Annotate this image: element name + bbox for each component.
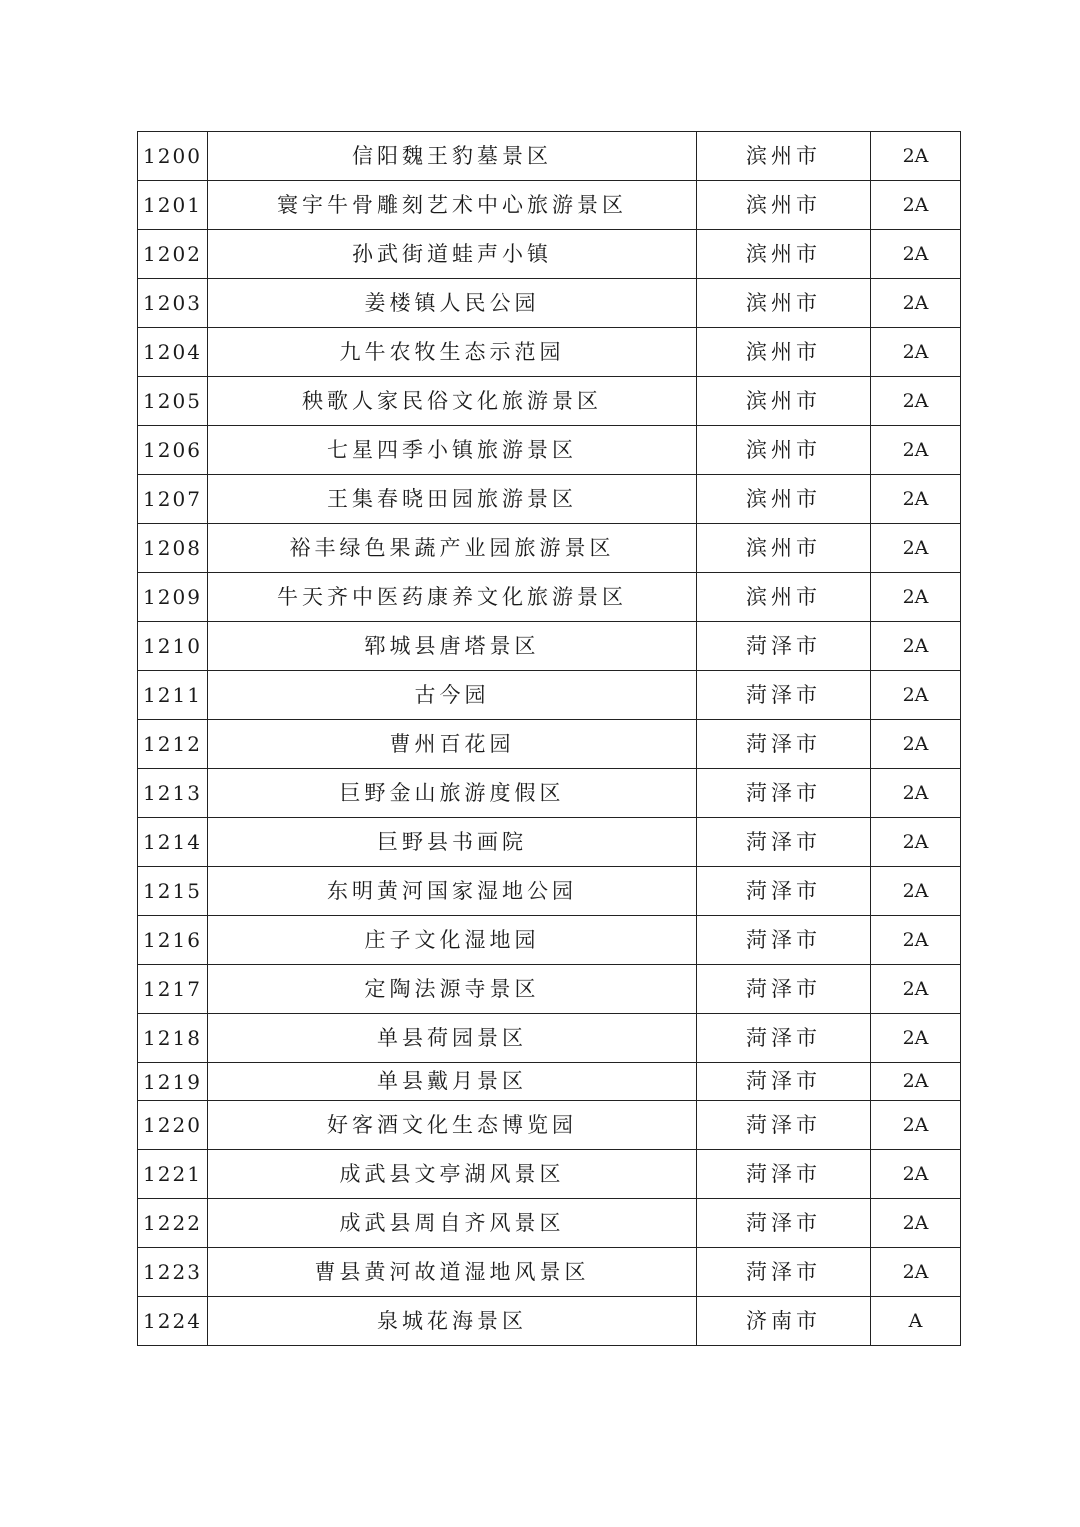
city-name: 菏泽市 xyxy=(697,965,871,1014)
grade-level: 2A xyxy=(871,671,961,720)
scenic-area-name: 成武县文亭湖风景区 xyxy=(208,1150,697,1199)
city-name: 滨州市 xyxy=(697,377,871,426)
city-name: 滨州市 xyxy=(697,475,871,524)
scenic-area-name: 单县戴月景区 xyxy=(208,1063,697,1101)
scenic-area-name: 王集春晓田园旅游景区 xyxy=(208,475,697,524)
grade-level: 2A xyxy=(871,328,961,377)
row-number: 1200 xyxy=(138,132,208,181)
row-number: 1216 xyxy=(138,916,208,965)
city-name: 菏泽市 xyxy=(697,1150,871,1199)
city-name: 滨州市 xyxy=(697,524,871,573)
row-number: 1209 xyxy=(138,573,208,622)
city-name: 滨州市 xyxy=(697,426,871,475)
city-name: 菏泽市 xyxy=(697,818,871,867)
row-number: 1222 xyxy=(138,1199,208,1248)
row-number: 1217 xyxy=(138,965,208,1014)
scenic-area-name: 牛天齐中医药康养文化旅游景区 xyxy=(208,573,697,622)
table-row xyxy=(138,818,961,867)
grade-level: 2A xyxy=(871,867,961,916)
table-row xyxy=(138,622,961,671)
row-number: 1214 xyxy=(138,818,208,867)
table-row xyxy=(138,916,961,965)
scenic-area-name: 古今园 xyxy=(208,671,697,720)
grade-level: 2A xyxy=(871,475,961,524)
city-name: 菏泽市 xyxy=(697,1101,871,1150)
scenic-area-name: 信阳魏王豹墓景区 xyxy=(208,132,697,181)
scenic-area-name: 定陶法源寺景区 xyxy=(208,965,697,1014)
scenic-area-name: 七星四季小镇旅游景区 xyxy=(208,426,697,475)
scenic-area-name: 秧歌人家民俗文化旅游景区 xyxy=(208,377,697,426)
grade-level: 2A xyxy=(871,1101,961,1150)
grade-level: 2A xyxy=(871,769,961,818)
city-name: 滨州市 xyxy=(697,328,871,377)
row-number: 1224 xyxy=(138,1297,208,1346)
row-number: 1212 xyxy=(138,720,208,769)
table-row xyxy=(138,279,961,328)
table-row xyxy=(138,1150,961,1199)
grade-level: 2A xyxy=(871,818,961,867)
city-name: 滨州市 xyxy=(697,279,871,328)
table-row xyxy=(138,328,961,377)
scenic-area-name: 九牛农牧生态示范园 xyxy=(208,328,697,377)
city-name: 滨州市 xyxy=(697,181,871,230)
scenic-area-name: 姜楼镇人民公园 xyxy=(208,279,697,328)
grade-level: 2A xyxy=(871,622,961,671)
grade-level: 2A xyxy=(871,1248,961,1297)
city-name: 菏泽市 xyxy=(697,1063,871,1101)
row-number: 1211 xyxy=(138,671,208,720)
row-number: 1221 xyxy=(138,1150,208,1199)
city-name: 滨州市 xyxy=(697,573,871,622)
grade-level: 2A xyxy=(871,1063,961,1101)
scenic-area-name: 巨野县书画院 xyxy=(208,818,697,867)
table-row xyxy=(138,867,961,916)
city-name: 菏泽市 xyxy=(697,720,871,769)
row-number: 1219 xyxy=(138,1063,208,1101)
grade-level: 2A xyxy=(871,377,961,426)
city-name: 菏泽市 xyxy=(697,769,871,818)
grade-level: 2A xyxy=(871,965,961,1014)
grade-level: 2A xyxy=(871,1199,961,1248)
grade-level: 2A xyxy=(871,181,961,230)
grade-level: A xyxy=(871,1297,961,1346)
table-row xyxy=(138,769,961,818)
row-number: 1202 xyxy=(138,230,208,279)
scenic-area-name: 裕丰绿色果蔬产业园旅游景区 xyxy=(208,524,697,573)
grade-level: 2A xyxy=(871,426,961,475)
grade-level: 2A xyxy=(871,1150,961,1199)
table-row xyxy=(138,1014,961,1063)
row-number: 1203 xyxy=(138,279,208,328)
city-name: 菏泽市 xyxy=(697,1199,871,1248)
row-number: 1208 xyxy=(138,524,208,573)
grade-level: 2A xyxy=(871,279,961,328)
table-row xyxy=(138,671,961,720)
scenic-area-name: 好客酒文化生态博览园 xyxy=(208,1101,697,1150)
scenic-area-name: 曹县黄河故道湿地风景区 xyxy=(208,1248,697,1297)
row-number: 1223 xyxy=(138,1248,208,1297)
city-name: 菏泽市 xyxy=(697,671,871,720)
table-row xyxy=(138,475,961,524)
row-number: 1205 xyxy=(138,377,208,426)
table-row xyxy=(138,181,961,230)
row-number: 1210 xyxy=(138,622,208,671)
city-name: 滨州市 xyxy=(697,230,871,279)
grade-level: 2A xyxy=(871,524,961,573)
city-name: 济南市 xyxy=(697,1297,871,1346)
table-row xyxy=(138,573,961,622)
row-number: 1213 xyxy=(138,769,208,818)
grade-level: 2A xyxy=(871,573,961,622)
table-row xyxy=(138,1101,961,1150)
scenic-area-name: 成武县周自齐风景区 xyxy=(208,1199,697,1248)
scenic-area-name: 泉城花海景区 xyxy=(208,1297,697,1346)
table-row xyxy=(138,524,961,573)
scenic-area-name: 东明黄河国家湿地公园 xyxy=(208,867,697,916)
scenic-area-name: 曹州百花园 xyxy=(208,720,697,769)
city-name: 菏泽市 xyxy=(697,1248,871,1297)
table-row xyxy=(138,720,961,769)
scenic-area-name: 庄子文化湿地园 xyxy=(208,916,697,965)
row-number: 1220 xyxy=(138,1101,208,1150)
row-number: 1207 xyxy=(138,475,208,524)
table-row xyxy=(138,1199,961,1248)
grade-level: 2A xyxy=(871,132,961,181)
table-body xyxy=(138,132,961,1346)
scenic-area-name: 巨野金山旅游度假区 xyxy=(208,769,697,818)
row-number: 1206 xyxy=(138,426,208,475)
row-number: 1215 xyxy=(138,867,208,916)
city-name: 菏泽市 xyxy=(697,867,871,916)
scenic-area-name: 单县荷园景区 xyxy=(208,1014,697,1063)
city-name: 菏泽市 xyxy=(697,916,871,965)
table-row xyxy=(138,132,961,181)
table-row xyxy=(138,1297,961,1346)
row-number: 1204 xyxy=(138,328,208,377)
table-row xyxy=(138,1248,961,1297)
city-name: 菏泽市 xyxy=(697,622,871,671)
scenic-area-name: 郓城县唐塔景区 xyxy=(208,622,697,671)
table-row xyxy=(138,377,961,426)
scenic-area-name: 孙武街道蛙声小镇 xyxy=(208,230,697,279)
row-number: 1218 xyxy=(138,1014,208,1063)
scenic-area-table xyxy=(137,131,961,1346)
city-name: 菏泽市 xyxy=(697,1014,871,1063)
table-row xyxy=(138,965,961,1014)
table-row xyxy=(138,426,961,475)
table-row xyxy=(138,1063,961,1101)
grade-level: 2A xyxy=(871,916,961,965)
scenic-area-name: 寰宇牛骨雕刻艺术中心旅游景区 xyxy=(208,181,697,230)
city-name: 滨州市 xyxy=(697,132,871,181)
row-number: 1201 xyxy=(138,181,208,230)
grade-level: 2A xyxy=(871,720,961,769)
grade-level: 2A xyxy=(871,230,961,279)
table-row xyxy=(138,230,961,279)
grade-level: 2A xyxy=(871,1014,961,1063)
